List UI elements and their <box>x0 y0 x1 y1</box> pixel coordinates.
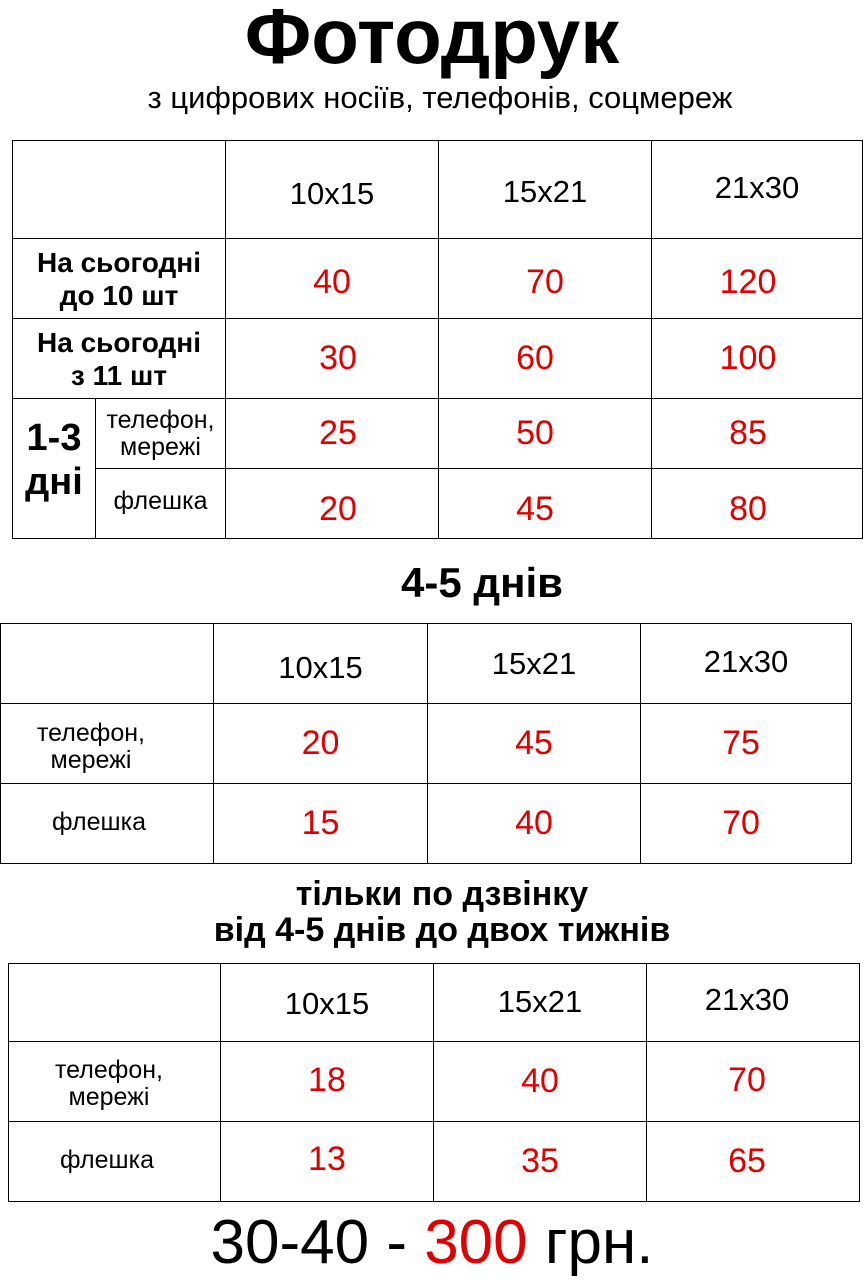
footer-price-range: 30-40 - 300 грн. <box>210 1208 654 1277</box>
price-cell: 25 <box>319 414 357 452</box>
price-cell: 70 <box>526 263 564 301</box>
size-header-21x30: 21x30 <box>703 644 789 679</box>
price-cell: 70 <box>728 1060 766 1099</box>
price-cell: 18 <box>308 1060 346 1099</box>
size-header-15x21: 15x21 <box>491 646 577 681</box>
price-cell: 70 <box>722 804 760 842</box>
row-label-phone-networks: телефон, мережі <box>55 1056 163 1111</box>
price-cell: 45 <box>516 490 554 528</box>
size-header-15x21: 15x21 <box>502 174 588 209</box>
price-cell: 35 <box>521 1142 559 1180</box>
price-cell: 40 <box>521 1062 559 1100</box>
price-cell: 60 <box>516 339 554 377</box>
price-cell: 45 <box>515 724 553 762</box>
price-cell: 20 <box>319 490 357 528</box>
price-cell: 20 <box>301 724 340 762</box>
price-cell: 65 <box>728 1142 766 1180</box>
row-label-today-from-11: На сьогодні з 11 шт <box>37 326 201 391</box>
size-header-15x21: 15x21 <box>497 984 583 1019</box>
price-cell: 13 <box>308 1140 346 1178</box>
section-heading-by-call: тільки по дзвінку <box>295 875 589 913</box>
price-cell: 85 <box>729 414 767 452</box>
price-cell: 50 <box>516 414 554 452</box>
row-label-today-up-to-10: На сьогодні до 10 шт <box>37 246 201 311</box>
size-header-10x15: 10x15 <box>289 176 375 211</box>
page-subtitle: з цифрових носіїв, телефонів, соцмереж <box>147 80 733 115</box>
size-header-21x30: 21x30 <box>714 170 800 205</box>
price-cell: 15 <box>301 804 340 842</box>
price-cell: 40 <box>313 263 351 301</box>
row-label-phone-networks: телефон, мережі <box>106 405 215 461</box>
section-heading-duration: від 4-5 днів до двох тижнів <box>213 911 671 949</box>
price-cell: 80 <box>729 490 767 528</box>
section-heading-4-5-days: 4-5 днів <box>401 559 563 606</box>
row-label-phone-networks: телефон, мережі <box>37 719 145 774</box>
footer-highlight-price: 300 <box>424 1208 528 1277</box>
price-cell: 100 <box>719 339 777 377</box>
price-cell: 120 <box>719 263 777 301</box>
row-label-flash-drive: флешка <box>52 807 146 836</box>
row-label-flash-drive: флешка <box>60 1145 154 1174</box>
size-header-21x30: 21x30 <box>704 982 790 1017</box>
size-header-10x15: 10x15 <box>278 650 363 685</box>
page-title: Фотодрук <box>244 0 620 80</box>
size-header-10x15: 10x15 <box>284 986 370 1021</box>
price-cell: 30 <box>319 339 357 377</box>
group-label-1-3-days: 1-3 дні <box>25 416 83 503</box>
price-cell: 40 <box>515 804 553 842</box>
row-label-flash-drive: флешка <box>113 487 208 515</box>
price-cell: 75 <box>722 724 760 762</box>
